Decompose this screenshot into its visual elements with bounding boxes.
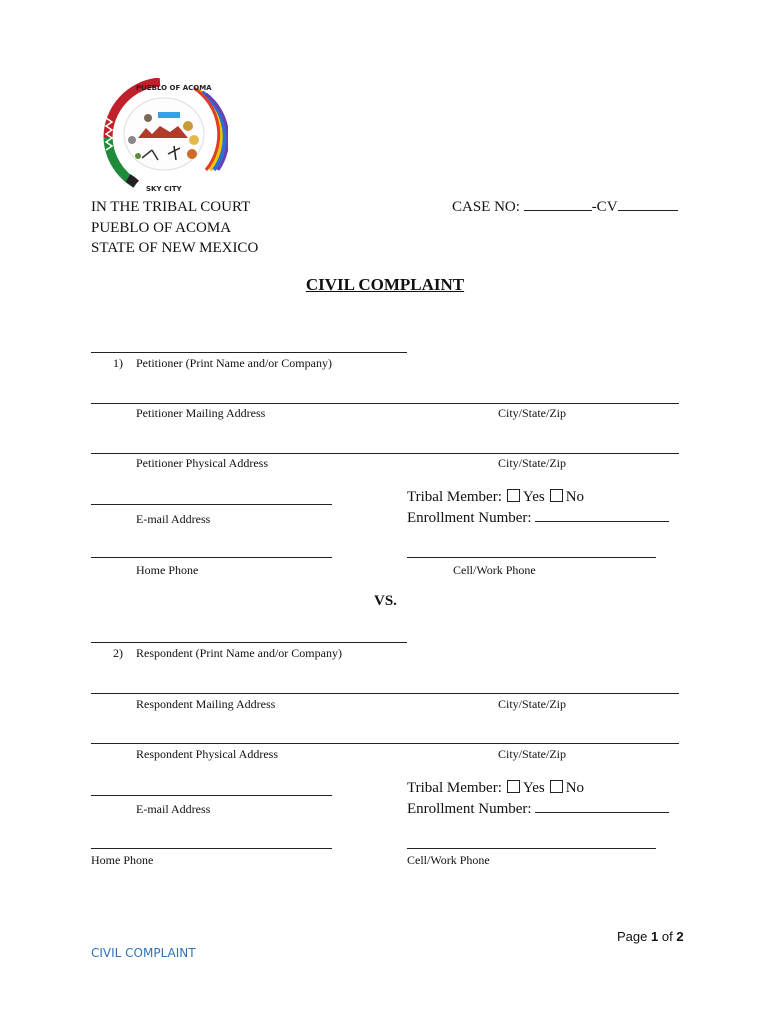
respondent-mailing-city-label: City/State/Zip [498, 697, 566, 711]
respondent-mailing-line[interactable] [91, 693, 679, 694]
respondent-physical-label: Respondent Physical Address [136, 747, 278, 761]
petitioner-enrollment [407, 509, 669, 527]
title-wrap [0, 275, 770, 295]
pueblo-of-acoma-seal [98, 78, 228, 196]
footer-doc-title: CIVIL COMPLAINT [91, 946, 196, 960]
court-line-3: STATE OF NEW MEXICO [91, 240, 259, 256]
page-title: CIVIL COMPLAINT [305, 275, 465, 294]
petitioner-name-line[interactable] [91, 352, 407, 353]
court-line-1: IN THE TRIBAL COURT [91, 199, 251, 215]
case-no-label: CASE NO: [452, 199, 520, 215]
petitioner-mailing-line[interactable] [91, 403, 679, 404]
respondent-cell-phone-label: Cell/Work Phone [407, 853, 490, 867]
petitioner-home-phone-line[interactable] [91, 557, 332, 558]
page-of: of [661, 929, 673, 944]
page-current: 1 [651, 929, 659, 944]
petitioner-home-phone-label: Home Phone [136, 563, 199, 577]
page-word: Page [617, 929, 648, 944]
petitioner-no-checkbox[interactable] [550, 489, 563, 502]
case-number [452, 197, 678, 217]
court-caption [91, 197, 258, 259]
respondent-cell-phone-line[interactable] [407, 848, 656, 849]
versus-label: VS. [374, 593, 397, 609]
petitioner-email-line[interactable] [91, 504, 332, 505]
petitioner-mailing-label: Petitioner Mailing Address [136, 406, 266, 420]
respondent-mailing-label: Respondent Mailing Address [136, 697, 276, 711]
respondent-no-label: No [565, 780, 585, 796]
respondent-home-phone-label: Home Phone [91, 853, 154, 867]
respondent-tribal-member-label: Tribal Member: [407, 780, 502, 796]
page-total: 2 [676, 929, 684, 944]
petitioner-yes-label: Yes [522, 489, 545, 505]
respondent-physical-line[interactable] [91, 743, 679, 744]
petitioner-number: 1) [113, 356, 123, 370]
petitioner-tribal-member-label: Tribal Member: [407, 489, 502, 505]
respondent-number: 2) [113, 646, 123, 660]
respondent-email-label: E-mail Address [136, 802, 211, 816]
respondent-home-phone-line[interactable] [91, 848, 332, 849]
petitioner-physical-label: Petitioner Physical Address [136, 456, 268, 470]
petitioner-cell-phone-label: Cell/Work Phone [453, 563, 536, 577]
petitioner-no-label: No [565, 489, 585, 505]
case-no-blank[interactable] [524, 198, 592, 211]
petitioner-name-label: Petitioner (Print Name and/or Company) [136, 356, 332, 370]
respondent-yes-label: Yes [522, 780, 545, 796]
respondent-enrollment [407, 800, 669, 818]
case-suffix: -CV [591, 199, 618, 215]
respondent-email-line[interactable] [91, 795, 332, 796]
respondent-tribal-member [407, 780, 584, 797]
respondent-yes-checkbox[interactable] [507, 780, 520, 793]
petitioner-cell-phone-line[interactable] [407, 557, 656, 558]
respondent-enrollment-blank[interactable] [535, 800, 669, 813]
respondent-name-line[interactable] [91, 642, 407, 643]
seal-top-text: PUEBLO OF ACOMA [136, 84, 212, 92]
petitioner-yes-checkbox[interactable] [507, 489, 520, 502]
petitioner-mailing-city-label: City/State/Zip [498, 406, 566, 420]
respondent-physical-city-label: City/State/Zip [498, 747, 566, 761]
petitioner-physical-line[interactable] [91, 453, 679, 454]
case-suffix-blank[interactable] [618, 198, 678, 211]
page-number [617, 929, 684, 944]
petitioner-enrollment-label: Enrollment Number: [407, 510, 532, 526]
petitioner-tribal-member [407, 489, 584, 506]
petitioner-physical-city-label: City/State/Zip [498, 456, 566, 470]
petitioner-enrollment-blank[interactable] [535, 509, 669, 522]
respondent-enrollment-label: Enrollment Number: [407, 801, 532, 817]
court-line-2: PUEBLO OF ACOMA [91, 219, 232, 236]
seal-bottom-text: SKY CITY [146, 185, 182, 193]
petitioner-email-label: E-mail Address [136, 512, 211, 526]
respondent-no-checkbox[interactable] [550, 780, 563, 793]
respondent-name-label: Respondent (Print Name and/or Company) [136, 646, 342, 660]
